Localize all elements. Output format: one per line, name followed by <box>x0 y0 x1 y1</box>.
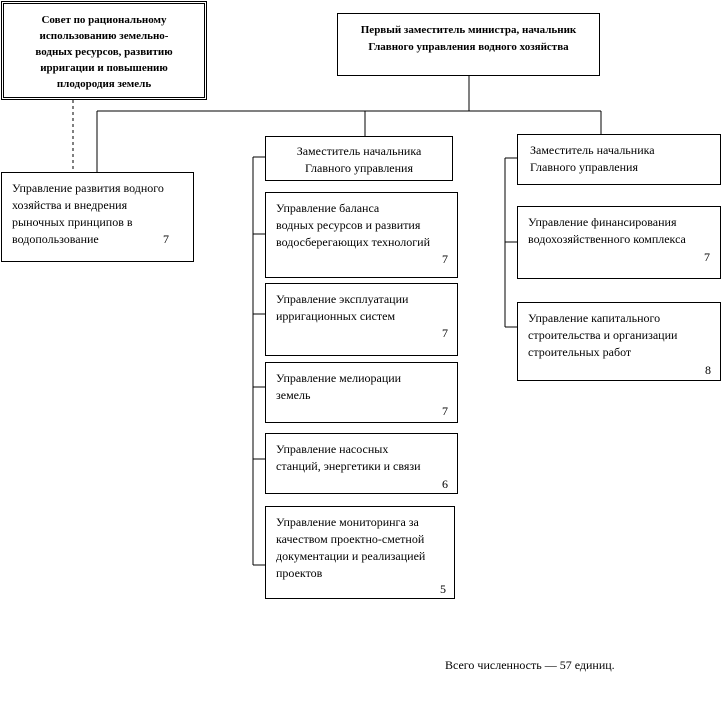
middle-unit-3-box <box>265 362 458 423</box>
middle-unit-2-label: Управление эксплуатации ирригационных систем <box>276 292 409 323</box>
left-unit-label: Управление развития водного хозяйства и внедрения рыночных принципов в водопользование <box>12 181 164 246</box>
right-unit-1-count: 7 <box>704 250 710 264</box>
middle-unit-4-count: 6 <box>442 477 448 491</box>
middle-unit-5-label: Управление мониторинга за качеством проектно-сметной документации и реализацией проектов <box>276 515 426 580</box>
right-unit-2-box <box>517 302 721 381</box>
total-staff-note: Всего численность — 57 единиц. <box>445 658 615 672</box>
head-box <box>337 13 600 76</box>
middle-unit-1-label: Управление баланса водных ресурсов и развития водосберегающих технологий <box>276 201 431 249</box>
left-unit-box <box>1 172 194 262</box>
middle-unit-5-count: 5 <box>440 582 446 596</box>
right-unit-2-label: Управление капитального строительства и организации строительных работ <box>528 311 678 359</box>
deputy-middle-label: Заместитель начальника Главного управления <box>296 144 422 175</box>
right-unit-1-label: Управление финансирования водохозяйственного комплекса <box>528 215 686 246</box>
middle-unit-2-count: 7 <box>442 326 448 340</box>
deputy-right-label: Заместитель начальника Главного управления <box>530 143 655 174</box>
middle-unit-3-count: 7 <box>442 404 448 418</box>
deputy-right-box <box>517 134 721 185</box>
council-label: Совет по рациональному использованию земельно- водных ресурсов, развитию ирригации и повышению плодородия земель <box>35 14 173 90</box>
middle-unit-1-box <box>265 192 458 278</box>
council-box <box>1 1 207 100</box>
middle-unit-2-box <box>265 283 458 356</box>
deputy-middle-box <box>265 136 453 181</box>
head-label: Первый заместитель министра, начальник Главного управления водного хозяйства <box>360 24 577 53</box>
right-unit-1-box <box>517 206 721 279</box>
left-unit-count: 7 <box>163 232 169 246</box>
right-unit-2-count: 8 <box>705 363 711 377</box>
middle-unit-1-count: 7 <box>442 252 448 266</box>
middle-unit-4-label: Управление насосных станций, энергетики и связи <box>276 442 421 473</box>
middle-unit-4-box <box>265 433 458 494</box>
middle-unit-3-label: Управление мелиорации земель <box>276 371 402 402</box>
middle-unit-5-box <box>265 506 455 599</box>
